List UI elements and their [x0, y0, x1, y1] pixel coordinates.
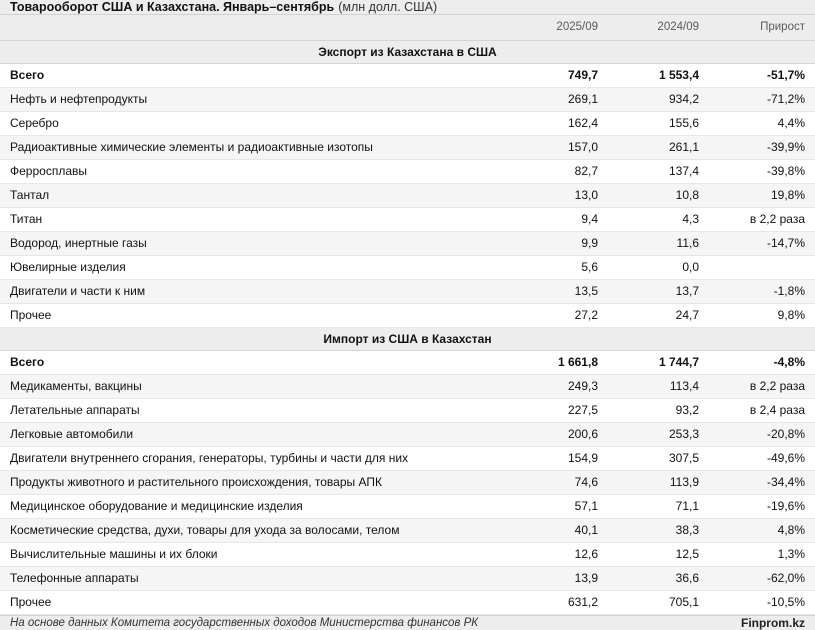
section-heading: Импорт из США в Казахстан [0, 327, 815, 350]
row-label: Всего [0, 350, 507, 374]
row-value-2024: 38,3 [608, 518, 709, 542]
row-value-2024: 253,3 [608, 422, 709, 446]
row-value-2025: 154,9 [507, 446, 608, 470]
row-value-2024: 12,5 [608, 542, 709, 566]
row-label: Прочее [0, 303, 507, 327]
table-row [0, 494, 815, 518]
column-header-growth: Прирост [709, 15, 815, 40]
table-row [0, 542, 815, 566]
table-row [0, 374, 815, 398]
row-value-2025: 631,2 [507, 590, 608, 614]
row-value-2025: 40,1 [507, 518, 608, 542]
row-value-2025: 749,7 [507, 63, 608, 87]
row-value-2024: 0,0 [608, 255, 709, 279]
table-row [0, 446, 815, 470]
table-row [0, 207, 815, 231]
row-label: Легковые автомобили [0, 422, 507, 446]
row-label: Медикаменты, вакцины [0, 374, 507, 398]
table-header [0, 15, 815, 40]
row-value-growth: -10,5% [709, 590, 815, 614]
table-row [0, 135, 815, 159]
row-value-growth: -71,2% [709, 87, 815, 111]
row-value-growth: -39,8% [709, 159, 815, 183]
row-value-2025: 82,7 [507, 159, 608, 183]
row-label: Водород, инертные газы [0, 231, 507, 255]
row-label: Двигатели внутреннего сгорания, генераторы, турбины и части для них [0, 446, 507, 470]
table-row [0, 350, 815, 374]
row-value-2024: 137,4 [608, 159, 709, 183]
row-value-2024: 93,2 [608, 398, 709, 422]
row-value-2025: 5,6 [507, 255, 608, 279]
table-row [0, 518, 815, 542]
row-value-2024: 71,1 [608, 494, 709, 518]
row-label: Медицинское оборудование и медицинские изделия [0, 494, 507, 518]
row-value-2024: 13,7 [608, 279, 709, 303]
table-row [0, 470, 815, 494]
section-heading-row [0, 40, 815, 63]
row-label: Титан [0, 207, 507, 231]
section-heading: Экспорт из Казахстана в США [0, 40, 815, 63]
trade-table [0, 15, 815, 615]
row-value-2025: 9,4 [507, 207, 608, 231]
row-value-2025: 1 661,8 [507, 350, 608, 374]
row-value-growth: -51,7% [709, 63, 815, 87]
source-note: На основе данных Комитета государственных доходов Министерства финансов РК [10, 616, 479, 629]
row-value-growth: 4,8% [709, 518, 815, 542]
row-value-2024: 1 553,4 [608, 63, 709, 87]
row-value-2025: 13,0 [507, 183, 608, 207]
table-header-row [0, 15, 815, 40]
column-header-2025: 2025/09 [507, 15, 608, 40]
row-label: Ювелирные изделия [0, 255, 507, 279]
row-value-2024: 113,9 [608, 470, 709, 494]
row-label: Прочее [0, 590, 507, 614]
row-value-growth: -34,4% [709, 470, 815, 494]
row-value-2025: 27,2 [507, 303, 608, 327]
row-value-2025: 249,3 [507, 374, 608, 398]
brand-label: Finprom.kz [740, 615, 805, 630]
row-label: Продукты животного и растительного происхождения, товары АПК [0, 470, 507, 494]
row-value-2025: 57,1 [507, 494, 608, 518]
row-value-growth: в 2,2 раза [709, 207, 815, 231]
table-row [0, 159, 815, 183]
page-title [0, 0, 815, 15]
row-value-growth: -1,8% [709, 279, 815, 303]
row-value-2024: 155,6 [608, 111, 709, 135]
row-value-2024: 10,8 [608, 183, 709, 207]
table-row [0, 590, 815, 614]
row-value-growth: 9,8% [709, 303, 815, 327]
table-row [0, 111, 815, 135]
section-heading-row [0, 327, 815, 350]
row-value-growth: 1,3% [709, 542, 815, 566]
table-row [0, 63, 815, 87]
row-value-growth: -49,6% [709, 446, 815, 470]
row-value-growth: -19,6% [709, 494, 815, 518]
row-value-2025: 162,4 [507, 111, 608, 135]
row-value-2025: 9,9 [507, 231, 608, 255]
row-label: Нефть и нефтепродукты [0, 87, 507, 111]
page-title-units: (млн долл. США) [338, 0, 438, 14]
row-value-2024: 11,6 [608, 231, 709, 255]
row-value-2024: 24,7 [608, 303, 709, 327]
row-value-2024: 934,2 [608, 87, 709, 111]
footer [0, 615, 815, 630]
table-row [0, 231, 815, 255]
table-row [0, 279, 815, 303]
row-value-2024: 705,1 [608, 590, 709, 614]
row-value-growth: -39,9% [709, 135, 815, 159]
row-value-growth: 19,8% [709, 183, 815, 207]
row-value-2024: 307,5 [608, 446, 709, 470]
row-value-2024: 1 744,7 [608, 350, 709, 374]
row-label: Радиоактивные химические элементы и радиоактивные изотопы [0, 135, 507, 159]
table-row [0, 255, 815, 279]
row-label: Двигатели и части к ним [0, 279, 507, 303]
row-value-growth: -14,7% [709, 231, 815, 255]
table-row [0, 566, 815, 590]
row-value-2024: 113,4 [608, 374, 709, 398]
row-value-2024: 4,3 [608, 207, 709, 231]
row-value-growth: в 2,4 раза [709, 398, 815, 422]
table-row [0, 183, 815, 207]
row-value-2024: 261,1 [608, 135, 709, 159]
column-header-label [0, 15, 507, 40]
row-label: Косметические средства, духи, товары для ухода за волосами, телом [0, 518, 507, 542]
row-value-2025: 12,6 [507, 542, 608, 566]
row-value-growth: 4,4% [709, 111, 815, 135]
row-value-2025: 157,0 [507, 135, 608, 159]
row-value-2025: 13,9 [507, 566, 608, 590]
row-label: Ферросплавы [0, 159, 507, 183]
row-label: Вычислительные машины и их блоки [0, 542, 507, 566]
page-title-main: Товарооборот США и Казахстана. Январь–сентябрь [10, 0, 335, 14]
row-value-growth: -62,0% [709, 566, 815, 590]
row-label: Всего [0, 63, 507, 87]
row-value-growth: -4,8% [709, 350, 815, 374]
table-row [0, 303, 815, 327]
row-label: Серебро [0, 111, 507, 135]
row-label: Телефонные аппараты [0, 566, 507, 590]
table-row [0, 87, 815, 111]
column-header-2024: 2024/09 [608, 15, 709, 40]
row-label: Тантал [0, 183, 507, 207]
row-value-2025: 74,6 [507, 470, 608, 494]
table-body [0, 40, 815, 614]
row-value-2025: 13,5 [507, 279, 608, 303]
table-row [0, 398, 815, 422]
row-value-2025: 200,6 [507, 422, 608, 446]
table-row [0, 422, 815, 446]
row-value-growth [709, 255, 815, 279]
row-value-2024: 36,6 [608, 566, 709, 590]
row-value-growth: -20,8% [709, 422, 815, 446]
row-value-2025: 269,1 [507, 87, 608, 111]
row-value-growth: в 2,2 раза [709, 374, 815, 398]
row-label: Летательные аппараты [0, 398, 507, 422]
row-value-2025: 227,5 [507, 398, 608, 422]
